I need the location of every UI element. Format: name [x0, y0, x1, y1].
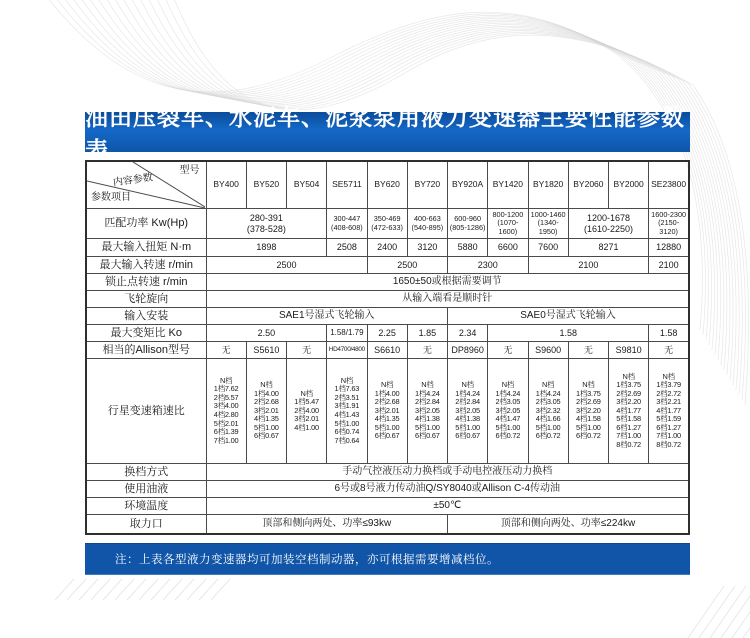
row-torque-ratio	[86, 325, 689, 342]
speed-cell: 2100	[649, 257, 689, 274]
allison-cell: 无	[206, 342, 246, 359]
table-header-row	[86, 161, 689, 209]
allison-cell: S6610	[367, 342, 407, 359]
row-oil	[86, 481, 689, 498]
allison-cell: 无	[407, 342, 447, 359]
rotation-cell: 从输入端看是顺时针	[206, 291, 689, 308]
power-cell: 1000-1460 (1340-1950)	[528, 209, 568, 239]
row-gear-ratios	[86, 359, 689, 464]
row-label: 最大输入扭矩 N·m	[86, 239, 206, 257]
allison-cell: DP8960	[448, 342, 488, 359]
row-power	[86, 209, 689, 239]
allison-cell: 无	[649, 342, 689, 359]
row-shift-mode	[86, 464, 689, 481]
row-allison	[86, 342, 689, 359]
power-cell: 800-1200 (1070-1600)	[488, 209, 528, 239]
page-title-text: 油田压裂车、水泥车、泥浆泵用液力变速器主要性能参数表	[85, 104, 685, 163]
power-cell: 350-469 (472-633)	[367, 209, 407, 239]
model-header: BY400	[206, 161, 246, 209]
torque-cell: 12880	[649, 239, 689, 257]
ratio-cell: 1.85	[407, 325, 447, 342]
allison-cell: 无	[488, 342, 528, 359]
oil-cell: 6号或8号液力传动油Q/SY8040或Allison C-4传动油	[206, 481, 689, 498]
row-label: 锁止点转速 r/min	[86, 274, 206, 291]
speed-cell: 2500	[367, 257, 448, 274]
speed-cell: 2500	[206, 257, 367, 274]
corner-label-item: 参数项目	[91, 192, 131, 203]
gear-ratios-cell: N档 1档7.63 2档3.51 3档1.91 4档1.43 5档1.00 6档0.74 7档0.64	[327, 359, 367, 464]
gear-ratios-cell: N档 1档4.24 2档3.05 3档2.05 4档1.47 5档1.00 6档0.72	[488, 359, 528, 464]
row-install	[86, 308, 689, 325]
ratio-cell: 2.25	[367, 325, 407, 342]
model-header: BY1420	[488, 161, 528, 209]
torque-cell: 7600	[528, 239, 568, 257]
spec-table	[85, 160, 690, 535]
ratio-cell: 1.58/1.79	[327, 325, 367, 342]
model-header: BY2060	[568, 161, 608, 209]
power-cell: 1200-1678 (1610-2250)	[568, 209, 649, 239]
gear-ratios-cell: N档 1档4.24 2档2.84 3档2.05 4档1.38 5档1.00 6档0.67	[448, 359, 488, 464]
corner-label-content: 内容参数	[112, 172, 154, 189]
row-temperature	[86, 498, 689, 515]
ratio-cell: 1.58	[488, 325, 649, 342]
row-label: 最大变矩比 Ko	[86, 325, 206, 342]
gear-ratios-cell: N档 1档3.75 2档2.69 3档2.20 4档1.58 5档1.00 6档0.72	[568, 359, 608, 464]
row-label: 换档方式	[86, 464, 206, 481]
pto-cell: 顶部和侧向两处、功率≤93kw	[206, 515, 448, 535]
row-torque	[86, 239, 689, 257]
lockup-cell: 1650±50或根据需要调节	[206, 274, 689, 291]
model-header: BY2000	[609, 161, 649, 209]
row-label: 环境温度	[86, 498, 206, 515]
power-cell: 300-447 (408-608)	[327, 209, 367, 239]
pto-cell: 顶部和侧向两处、功率≤224kw	[448, 515, 690, 535]
model-header: BY920A	[448, 161, 488, 209]
torque-cell: 3120	[407, 239, 447, 257]
allison-cell: HD4700/4800	[327, 342, 367, 359]
gear-ratios-cell: N档 1档3.79 2档2.72 3档2.21 4档1.77 5档1.59 6档1.27 7档1.00 8档0.72	[649, 359, 689, 464]
power-cell: 1600-2300 (2150-3120)	[649, 209, 689, 239]
allison-cell: 无	[287, 342, 327, 359]
allison-cell: S9600	[528, 342, 568, 359]
corner-label-model: 型号	[179, 165, 200, 176]
row-label: 行星变速箱速比	[86, 359, 206, 464]
row-label: 输入安装	[86, 308, 206, 325]
torque-cell: 2508	[327, 239, 367, 257]
corner-header-cell	[86, 161, 206, 209]
torque-cell: 1898	[206, 239, 327, 257]
footnote-text: 注：上表各型液力变速器均可加装空档制动器，亦可根据需要增减档位。	[115, 554, 499, 566]
row-rotation	[86, 291, 689, 308]
power-cell: 600-960 (805-1286)	[448, 209, 488, 239]
footnote-bar	[85, 543, 690, 575]
temperature-cell: ±50℃	[206, 498, 689, 515]
torque-cell: 2400	[367, 239, 407, 257]
gear-ratios-cell: N档 1档7.62 2档5.57 3档4.00 4档2.80 5档2.01 6档1.39 7档1.00	[206, 359, 246, 464]
allison-cell: 无	[568, 342, 608, 359]
ratio-cell: 2.34	[448, 325, 488, 342]
speed-cell: 2100	[528, 257, 649, 274]
torque-cell: 8271	[568, 239, 649, 257]
speed-cell: 2300	[448, 257, 529, 274]
row-speed	[86, 257, 689, 274]
row-label: 相当的Allison型号	[86, 342, 206, 359]
install-cell: SAE0号湿式飞轮输入	[448, 308, 690, 325]
ratio-cell: 2.50	[206, 325, 327, 342]
gear-ratios-cell: N档 1档3.75 2档2.69 3档2.20 4档1.77 5档1.58 6档1.27 7档1.00 8档0.72	[609, 359, 649, 464]
model-header: BY720	[407, 161, 447, 209]
row-lockup	[86, 274, 689, 291]
allison-cell: S5610	[246, 342, 286, 359]
shift-mode-cell: 手动气控液压动力换档或手动电控液压动力换档	[206, 464, 689, 481]
install-cell: SAE1号湿式飞轮输入	[206, 308, 448, 325]
model-header: SE5711	[327, 161, 367, 209]
row-pto	[86, 515, 689, 535]
gear-ratios-cell: N档 1档4.00 2档2.68 3档2.01 4档1.35 5档1.00 6档0.67	[246, 359, 286, 464]
gear-ratios-cell: N档 1档4.24 2档3.05 3档2.32 4档1.66 5档1.00 6档0.72	[528, 359, 568, 464]
row-label: 飞轮旋向	[86, 291, 206, 308]
model-header: BY504	[287, 161, 327, 209]
row-label: 使用油液	[86, 481, 206, 498]
power-cell: 280-391 (378-528)	[206, 209, 327, 239]
row-label: 匹配功率 Kw(Hp)	[86, 209, 206, 239]
model-header: SE23800	[649, 161, 689, 209]
ratio-cell: 1.58	[649, 325, 689, 342]
allison-cell: S9810	[609, 342, 649, 359]
gear-ratios-cell: N档 1档4.24 2档2.84 3档2.05 4档1.38 5档1.00 6档0.67	[407, 359, 447, 464]
row-label: 取力口	[86, 515, 206, 535]
torque-cell: 5880	[448, 239, 488, 257]
model-header: BY520	[246, 161, 286, 209]
model-header: BY1820	[528, 161, 568, 209]
model-header: BY620	[367, 161, 407, 209]
row-label: 最大输入转速 r/min	[86, 257, 206, 274]
gear-ratios-cell: N档 1档4.00 2档2.68 3档2.01 4档1.35 5档1.00 6档0.67	[367, 359, 407, 464]
page-title	[85, 104, 690, 163]
power-cell: 400-663 (540-895)	[407, 209, 447, 239]
torque-cell: 6600	[488, 239, 528, 257]
gear-ratios-cell: N档 1档5.47 2档4.00 3档2.01 4档1.00	[287, 359, 327, 464]
